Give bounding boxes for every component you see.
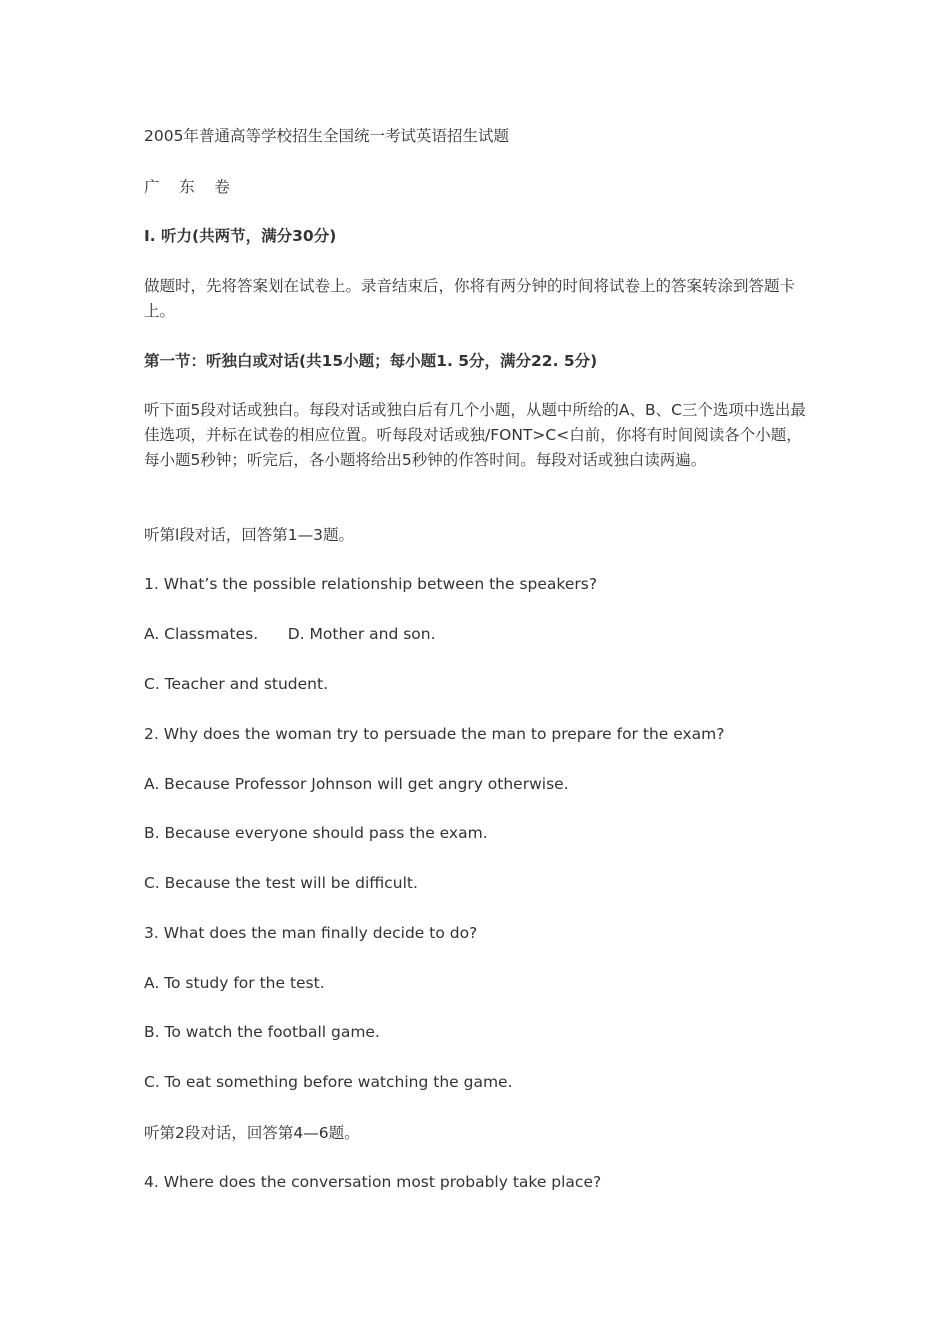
answer-option: C. Teacher and student.	[144, 675, 328, 693]
instructions-paragraph: 做题时，先将答案划在试卷上。录音结束后，你将有两分钟的时间将试卷上的答案转涂到答题卡上。	[144, 277, 796, 320]
answer-option: C. To eat something before watching the game.	[144, 1073, 513, 1091]
answer-option: A. To study for the test.	[144, 974, 325, 992]
question-text: 3. What does the man finally decide to do?	[144, 924, 478, 942]
answer-option: B. Because everyone should pass the exam.	[144, 824, 488, 842]
question-text: 1. What’s the possible relationship between the speakers?	[144, 575, 598, 593]
part-heading: 第一节：听独白或对话(共15小题；每小题1. 5分，满分22. 5分)	[144, 352, 598, 370]
answer-option: B. To watch the football game.	[144, 1023, 380, 1041]
part-instructions-paragraph: 听下面5段对话或独白。每段对话或独白后有几个小题，从题中所给的A、B、C三个选项中选出最佳选项，并标在试卷的相应位置。听每段对话或独/FONT>C<白前，你将有时间阅读各个小题，每小题5秒钟；听完后，各小题将给出5秒钟的作答时间。每段对话或独白读两遍。	[144, 401, 806, 469]
section-heading: I. 听力(共两节，满分30分)	[144, 227, 337, 245]
document-title: 2005年普通高等学校招生全国统一考试英语招生试题	[144, 127, 509, 145]
answer-option: A. Because Professor Johnson will get angry otherwise.	[144, 775, 569, 793]
province-label: 广 东 卷	[144, 178, 230, 196]
answer-option: A. Classmates. D. Mother and son.	[144, 625, 436, 643]
question-text: 2. Why does the woman try to persuade the man to prepare for the exam?	[144, 725, 725, 743]
dialog-intro: 听第2段对话，回答第4—6题。	[144, 1124, 360, 1142]
dialog-intro: 听第l段对话，回答第1—3题。	[144, 526, 355, 544]
question-text: 4. Where does the conversation most probably take place?	[144, 1173, 602, 1191]
answer-option: C. Because the test will be difficult.	[144, 874, 418, 892]
